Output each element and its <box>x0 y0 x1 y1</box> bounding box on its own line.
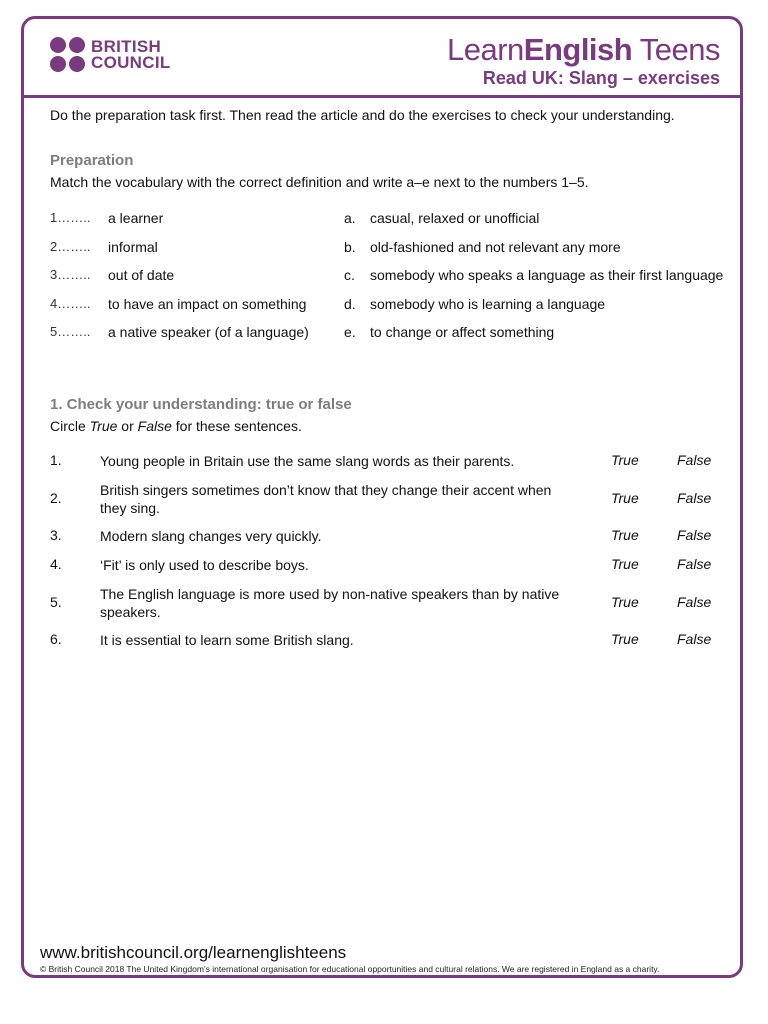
worksheet-content <box>50 106 740 648</box>
statement-number: 5. <box>50 594 62 610</box>
vocab-word: to have an impact on something <box>108 296 307 312</box>
true-option[interactable]: True <box>611 631 639 647</box>
vocab-row <box>50 239 740 259</box>
definition-text: casual, relaxed or unofficial <box>370 210 540 226</box>
false-option[interactable]: False <box>677 556 712 572</box>
vocab-word: informal <box>108 239 158 255</box>
statement-number: 3. <box>50 527 62 543</box>
header-divider <box>21 95 743 98</box>
vocab-row <box>50 296 740 316</box>
definition-letter: e. <box>344 324 356 340</box>
learnenglish-teens-brand <box>447 32 720 88</box>
definition-letter: b. <box>344 239 356 255</box>
true-option[interactable]: True <box>611 527 639 543</box>
definition-text: somebody who speaks a language as their first language <box>370 267 724 283</box>
true-option[interactable]: True <box>611 556 639 572</box>
vocab-word: a native speaker (of a language) <box>108 324 309 340</box>
true-false-heading: 1. Check your understanding: true or false <box>50 396 352 413</box>
false-option[interactable]: False <box>677 594 712 610</box>
intro-text: Do the preparation task first. Then read the article and do the exercises to check your understanding. <box>50 107 675 123</box>
logo-dots-icon <box>50 37 85 72</box>
false-option[interactable]: False <box>677 452 712 468</box>
vocab-number[interactable]: 2…….. <box>50 239 91 254</box>
definition-letter: c. <box>344 267 355 283</box>
brand-title: LearnEnglish Teens <box>446 32 720 67</box>
statement-text: It is essential to learn some British slang. <box>100 632 354 648</box>
british-council-logo <box>50 37 171 72</box>
false-option[interactable]: False <box>677 490 712 506</box>
definition-text: old-fashioned and not relevant any more <box>370 239 621 255</box>
footer-website-link[interactable]: www.britishcouncil.org/learnenglishteens <box>40 943 347 962</box>
definition-letter: a. <box>344 210 356 226</box>
true-option[interactable]: True <box>611 490 639 506</box>
footer-copyright: © British Council 2018 The United Kingdom’s international organisation for educational opportunities and cultural relations. We are registered in England as a charity. <box>40 964 660 974</box>
false-option[interactable]: False <box>677 631 712 647</box>
statement-text: Young people in Britain use the same slang words as their parents. <box>100 453 515 469</box>
statement-text: ‘Fit’ is only used to describe boys. <box>100 557 309 573</box>
worksheet-title: Read UK: Slang – exercises <box>482 68 720 88</box>
statement-number: 1. <box>50 452 62 468</box>
preparation-instruction: Match the vocabulary with the correct definition and write a–e next to the numbers 1–5. <box>50 174 589 190</box>
vocab-row <box>50 324 740 344</box>
vocab-row <box>50 267 740 287</box>
statement-text: The English language is more used by non-native speakers than by native speakers. <box>100 586 560 620</box>
statement-number: 2. <box>50 490 62 506</box>
vocab-number[interactable]: 3…….. <box>50 267 91 282</box>
vocab-number[interactable]: 4…….. <box>50 296 91 311</box>
statement-text: Modern slang changes very quickly. <box>100 528 322 544</box>
vocab-word: out of date <box>108 267 175 283</box>
false-option[interactable]: False <box>677 527 712 543</box>
definition-text: somebody who is learning a language <box>370 296 606 312</box>
logo-text: BRITISH COUNCIL <box>91 36 171 72</box>
true-option[interactable]: True <box>611 594 639 610</box>
vocab-word: a learner <box>108 210 164 226</box>
true-false-instruction: Circle True or False for these sentences. <box>50 418 302 434</box>
vocab-number[interactable]: 1…….. <box>50 210 91 225</box>
statement-number: 6. <box>50 631 62 647</box>
definition-letter: d. <box>344 296 356 312</box>
true-option[interactable]: True <box>611 452 639 468</box>
vocab-row <box>50 210 740 230</box>
definition-text: to change or affect something <box>370 324 555 340</box>
preparation-heading: Preparation <box>50 152 134 169</box>
vocab-number[interactable]: 5…….. <box>50 324 91 339</box>
statement-text: British singers sometimes don’t know that they change their accent when they sing. <box>100 482 552 516</box>
statement-number: 4. <box>50 556 62 572</box>
